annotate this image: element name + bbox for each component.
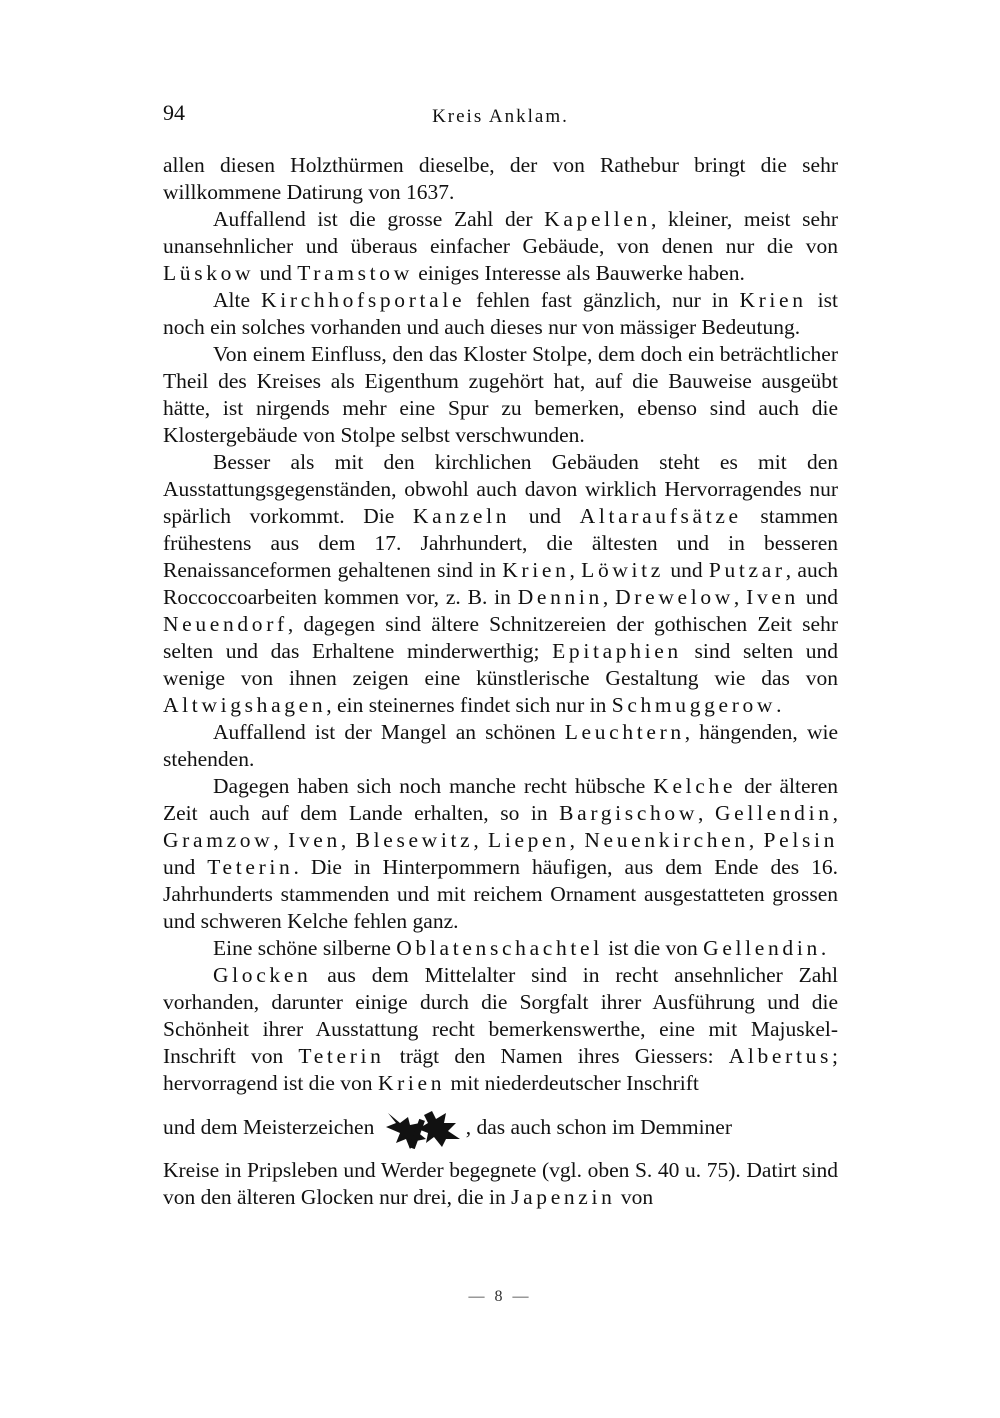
paragraph-9 <box>163 962 838 1097</box>
text: , <box>340 828 356 852</box>
text: ist noch ein solches vorhanden und auch dieses nur von mässiger Bedeutung. <box>163 288 838 339</box>
spaced-term: Teterin <box>207 855 294 879</box>
text: Von einem Einfluss, den das Kloster Stolpe, dem doch ein beträchtlicher Theil des Kreises als Eigenthum zugehört hat, auf die Bauweise ausgeübt hätte, ist nirgends mehr eine Spur zu bemerken, ebenso sind auch die Klostergebäude von Stolpe selbst verschwunden. <box>163 342 838 447</box>
running-title: Kreis Anklam. <box>432 106 569 127</box>
paragraph-8 <box>163 935 838 962</box>
text: aus dem Mittelalter sind in recht ansehnlicher Zahl vorhanden, darunter einige durch die Sorgfalt ihrer Ausführung und die Schönheit ihrer Ausstattung recht bemerkenswerthe, eine mit Majuskel-Inschrift von <box>163 963 838 1068</box>
spaced-term: Bargischow <box>559 801 699 825</box>
spaced-term: Dennin <box>517 585 603 609</box>
spaced-term: Iven <box>746 585 799 609</box>
spaced-term: Liepen <box>488 828 570 852</box>
text: Auffallend ist die grosse Zahl der <box>213 207 545 231</box>
text: Besser als mit den kirchlichen Gebäuden steht es mit den Ausstattungsgegenständen, obwohl auch davon wirklich Hervorragendes nur spärlich vorkommt. Die <box>163 450 838 528</box>
text: mit niederdeutscher Inschrift <box>445 1071 699 1095</box>
text: allen diesen Holzthürmen dieselbe, der von Rathebur bringt die sehr willkommene Datirung von 1637. <box>163 153 838 204</box>
page-header <box>163 100 838 132</box>
text: sind selten und wenige von ihnen zeigen eine künstlerische Gestaltung wie das von <box>163 639 838 690</box>
text: Alte <box>213 288 262 312</box>
text: . <box>776 693 782 717</box>
text: , auch Roccoccoarbeiten kommen vor, z. B. in <box>163 558 838 609</box>
spaced-term: Pelsin <box>763 828 839 852</box>
spaced-term: Krien <box>377 1071 446 1095</box>
text: und <box>798 585 839 609</box>
text: , <box>273 828 289 852</box>
paragraph-5 <box>163 449 838 719</box>
body-text <box>163 152 838 1211</box>
text: ist die von <box>602 936 704 960</box>
text: , <box>569 558 582 582</box>
text: , das auch schon im Demminer <box>465 1115 733 1139</box>
text: und dem Meisterzeichen <box>163 1115 375 1139</box>
text: Auffallend ist der Mangel an schönen <box>213 720 565 744</box>
spaced-term: Lüskow <box>163 261 255 285</box>
text: . Die in Hinterpommern häufigen, aus dem Ende des 16. Jahrhunderts stammenden und mit reichem Ornament ausgestatteten grossen und schweren Kelche fehlen ganz. <box>163 855 838 933</box>
master-mark-icon <box>380 1109 466 1149</box>
spaced-term: Albertus <box>728 1044 833 1068</box>
spaced-term: Blesewitz <box>355 828 474 852</box>
text: Dagegen haben sich noch manche recht hübsche <box>213 774 654 798</box>
text: , hängenden, wie stehenden. <box>163 720 838 771</box>
spaced-term: Kelche <box>653 774 737 798</box>
spaced-term: Neuendorf <box>163 612 288 636</box>
text: einiges Interesse als Bauwerke haben. <box>412 261 745 285</box>
text: der älteren Zeit auch auf dem Lande erhalten, so in <box>163 774 838 825</box>
text: und <box>254 261 298 285</box>
paragraph-6 <box>163 719 838 773</box>
spaced-term: Krien <box>502 558 570 582</box>
text: , <box>733 585 747 609</box>
text: , <box>698 801 715 825</box>
paragraph-1 <box>163 152 838 206</box>
text: , <box>569 828 585 852</box>
spaced-term: Drewelow <box>615 585 734 609</box>
text: , <box>748 828 764 852</box>
text: und <box>510 504 580 528</box>
spaced-term: Schmuggerow <box>611 693 777 717</box>
spaced-term: Iven <box>288 828 341 852</box>
paragraph-10 <box>163 1107 838 1149</box>
text: von <box>615 1185 654 1210</box>
spaced-term: Teterin <box>298 1044 385 1068</box>
spaced-term: Kapellen <box>544 207 651 231</box>
spaced-term: Glocken <box>213 963 312 987</box>
text: , kleiner, meist sehr unansehnlicher und überaus einfacher Gebäude, von denen nur die von <box>163 207 839 258</box>
spaced-term: Oblatenschachtel <box>396 936 603 960</box>
paragraph-11 <box>163 1157 838 1211</box>
spaced-term: Gellendin <box>714 801 833 825</box>
page-number: 94 <box>163 100 185 125</box>
text: . <box>820 936 827 960</box>
spaced-term: Altaraufsätze <box>579 504 742 528</box>
text: , ein steinernes findet sich nur in <box>326 693 612 717</box>
text: Kreise in Pripsleben und Werder begegnete (vgl. oben S. 40 u. 75). Datirt sind von den älteren Glocken nur drei, die in <box>163 1158 838 1210</box>
spaced-term: Kirchhofsportale <box>261 288 466 312</box>
paragraph-7 <box>163 773 838 935</box>
spaced-term: Leuchtern <box>564 720 685 744</box>
text: trägt den Namen ihres Giessers: <box>384 1044 729 1068</box>
text: , <box>473 828 489 852</box>
spaced-term: Gellendin <box>703 936 821 960</box>
spaced-term: Japenzin <box>511 1185 616 1210</box>
paragraph-4 <box>163 341 838 449</box>
spaced-term: Gramzow <box>163 828 274 852</box>
spaced-term: Epitaphien <box>552 639 682 663</box>
spaced-term: Neuenkirchen <box>584 828 749 852</box>
paragraph-2 <box>163 206 838 287</box>
spaced-term: Tramstow <box>297 261 413 285</box>
text: stammen frühestens aus dem 17. Jahrhundert, die ältesten und in besseren Renaissanceformen gehaltenen sind in <box>163 504 839 582</box>
spaced-term: Kanzeln <box>412 504 511 528</box>
text: , dagegen sind ältere Schnitzereien der gothischen Zeit sehr selten und das Erhaltene minderwerthig; <box>163 612 838 663</box>
spaced-term: Putzar <box>708 558 786 582</box>
text: Eine schöne silberne <box>213 936 397 960</box>
spaced-term: Altwigshagen <box>163 693 327 717</box>
text: , <box>602 585 616 609</box>
spaced-term: Krien <box>739 288 807 312</box>
spaced-term: Löwitz <box>581 558 665 582</box>
text: ; hervorragend ist die von <box>163 1044 838 1095</box>
text: fehlen fast gänzlich, nur in <box>465 288 740 312</box>
text: und <box>163 855 208 879</box>
paragraph-3 <box>163 287 838 341</box>
text: , <box>832 801 838 825</box>
signature-mark: — 8 — <box>468 1288 532 1305</box>
text: und <box>664 558 709 582</box>
